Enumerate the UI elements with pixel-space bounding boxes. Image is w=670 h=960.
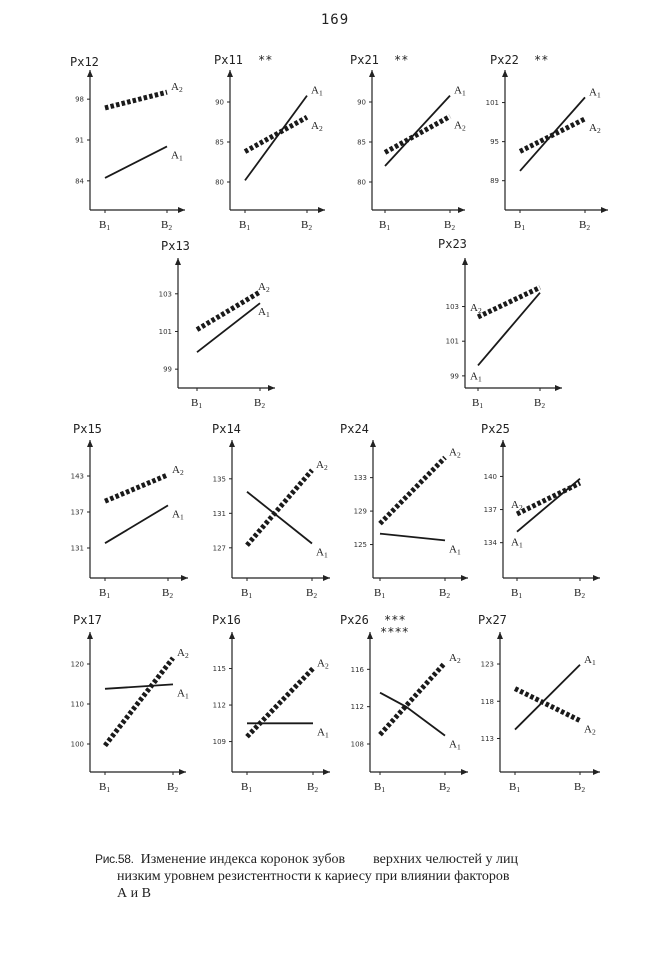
series-line-a1 <box>105 146 167 178</box>
y-tick-label: 112 <box>350 703 364 712</box>
significance-stars-px22: ** <box>534 53 549 67</box>
y-tick-label: 112 <box>212 701 226 710</box>
y-tick-label: 109 <box>212 738 226 747</box>
series-label-a2: A2 <box>584 723 596 737</box>
y-tick-label: 80 <box>357 178 366 187</box>
x-tick-label-b1: B1 <box>511 587 523 600</box>
series-label-a1: A1 <box>589 86 601 100</box>
x-axis-arrow-icon <box>601 207 608 213</box>
x-axis-arrow-icon <box>461 575 468 581</box>
y-tick-label: 103 <box>445 303 459 312</box>
series-label-a1: A1 <box>258 306 270 320</box>
caption-line-1: Изменение индекса коронок зубов верхних челюстей у лиц <box>140 852 519 867</box>
series-line-a2 <box>520 119 585 152</box>
panel-title-px13: Px13 <box>161 239 190 253</box>
y-tick-label: 134 <box>483 539 497 548</box>
x-tick-label-b2: B2 <box>307 781 319 794</box>
series-label-a1: A1 <box>470 370 482 384</box>
y-tick-label: 101 <box>485 99 499 108</box>
y-tick-label: 89 <box>490 177 499 186</box>
series-label-a2: A2 <box>172 463 184 477</box>
panel-px16 <box>212 613 330 794</box>
y-tick-label: 98 <box>75 95 84 104</box>
series-line-a2 <box>380 458 445 524</box>
significance-stars-px21: ** <box>394 53 409 67</box>
y-tick-label: 80 <box>215 178 224 187</box>
series-label-a1: A1 <box>449 738 461 752</box>
panel-title-px16: Px16 <box>212 613 241 627</box>
series-label-a2: A2 <box>589 121 601 135</box>
series-line-a2 <box>247 470 312 545</box>
series-label-a1: A1 <box>172 508 184 522</box>
x-axis-arrow-icon <box>318 207 325 213</box>
x-tick-label-b2: B2 <box>444 219 456 232</box>
panel-title-px26: Px26 <box>340 613 369 627</box>
panel-px25 <box>481 422 600 600</box>
series-line-a2 <box>105 658 173 746</box>
x-tick-label-b1: B1 <box>241 587 253 600</box>
series-line-a1 <box>105 684 173 688</box>
y-tick-label: 90 <box>357 98 366 107</box>
series-label-a1: A1 <box>177 687 189 701</box>
y-tick-label: 116 <box>350 665 364 674</box>
panel-title-px12: Px12 <box>70 55 99 69</box>
panel-title-px23: Px23 <box>438 237 467 251</box>
x-tick-label-b2: B2 <box>161 219 173 232</box>
series-line-a2 <box>105 92 167 108</box>
y-axis-arrow-icon <box>502 70 508 77</box>
panel-title-px21: Px21 <box>350 53 379 67</box>
significance-stars-px26: *** <box>384 613 406 627</box>
y-tick-label: 103 <box>158 290 172 299</box>
panel-px12 <box>70 55 185 232</box>
x-tick-label-b2: B2 <box>534 397 546 410</box>
series-line-a2 <box>245 117 307 151</box>
x-tick-label-b1: B1 <box>99 781 111 794</box>
y-tick-label: 91 <box>75 136 84 145</box>
y-tick-label: 113 <box>480 734 494 743</box>
y-axis-arrow-icon <box>175 258 181 265</box>
caption-label: Рис.58. <box>95 852 134 866</box>
panel-px15 <box>71 422 188 600</box>
series-line-a1 <box>385 96 450 166</box>
panel-px26 <box>340 613 468 794</box>
y-tick-label: 123 <box>480 660 494 669</box>
panel-px24 <box>340 422 468 600</box>
panel-px14 <box>212 422 330 600</box>
significance-stars-2-px26: **** <box>380 625 409 639</box>
panel-title-px17: Px17 <box>73 613 102 627</box>
y-tick-label: 99 <box>163 365 172 374</box>
y-axis-arrow-icon <box>229 632 235 639</box>
y-tick-label: 101 <box>445 337 459 346</box>
y-tick-label: 108 <box>350 740 364 749</box>
y-tick-label: 135 <box>212 475 226 484</box>
y-axis-arrow-icon <box>87 440 93 447</box>
series-line-a1 <box>380 534 445 541</box>
x-tick-label-b1: B1 <box>239 219 251 232</box>
x-tick-label-b2: B2 <box>167 781 179 794</box>
x-axis-arrow-icon <box>458 207 465 213</box>
caption-line-3: А и В <box>117 886 151 901</box>
x-axis-arrow-icon <box>179 769 186 775</box>
panel-title-px27: Px27 <box>478 613 507 627</box>
panel-px11 <box>214 53 325 232</box>
series-label-a1: A1 <box>171 149 183 163</box>
x-tick-label-b1: B1 <box>472 397 484 410</box>
page-number: 169 <box>320 12 350 28</box>
y-axis-arrow-icon <box>497 632 503 639</box>
series-line-a1 <box>515 665 580 730</box>
y-tick-label: 127 <box>212 544 226 553</box>
panel-title-px24: Px24 <box>340 422 369 436</box>
series-label-a1: A1 <box>454 84 466 98</box>
y-axis-arrow-icon <box>229 440 235 447</box>
y-tick-label: 131 <box>70 544 84 553</box>
series-line-a2 <box>385 116 450 152</box>
series-label-a1: A1 <box>316 546 328 560</box>
y-axis-arrow-icon <box>462 258 468 265</box>
series-label-a2: A2 <box>171 81 183 95</box>
y-tick-label: 85 <box>215 138 224 147</box>
series-line-a1 <box>245 96 307 181</box>
y-tick-label: 95 <box>490 138 499 147</box>
series-label-a2: A2 <box>258 280 270 294</box>
x-tick-label-b2: B2 <box>162 587 174 600</box>
figure-caption <box>95 851 655 902</box>
y-axis-arrow-icon <box>227 70 233 77</box>
x-tick-label-b1: B1 <box>379 219 391 232</box>
y-axis-arrow-icon <box>367 632 373 639</box>
y-tick-label: 85 <box>357 138 366 147</box>
y-tick-label: 100 <box>70 740 84 749</box>
x-tick-label-b2: B2 <box>254 397 266 410</box>
y-tick-label: 115 <box>212 665 226 674</box>
caption-line-2: низким уровнем резистентности к кариесу при влиянии факторов <box>117 869 510 884</box>
y-tick-label: 101 <box>158 327 172 336</box>
series-line-a2 <box>515 689 580 721</box>
series-label-a2: A2 <box>449 446 461 460</box>
x-tick-label-b1: B1 <box>99 219 111 232</box>
x-axis-arrow-icon <box>323 769 330 775</box>
y-axis-arrow-icon <box>87 632 93 639</box>
series-line-a2 <box>105 475 168 501</box>
series-label-a2: A2 <box>454 119 466 133</box>
panel-px17 <box>71 613 189 794</box>
y-tick-label: 118 <box>480 697 494 706</box>
x-axis-arrow-icon <box>593 575 600 581</box>
x-tick-label-b1: B1 <box>99 587 111 600</box>
series-label-a1: A1 <box>511 536 523 550</box>
series-line-a1 <box>478 293 540 366</box>
panel-title-px22: Px22 <box>490 53 519 67</box>
x-tick-label-b2: B2 <box>306 587 318 600</box>
series-label-a2: A2 <box>449 651 461 665</box>
y-axis-arrow-icon <box>369 70 375 77</box>
x-axis-arrow-icon <box>178 207 185 213</box>
y-axis-arrow-icon <box>370 440 376 447</box>
y-tick-label: 110 <box>70 700 84 709</box>
y-tick-label: 84 <box>75 177 84 186</box>
x-tick-label-b1: B1 <box>374 587 386 600</box>
x-tick-label-b2: B2 <box>439 781 451 794</box>
series-label-a1: A1 <box>317 726 329 740</box>
x-axis-arrow-icon <box>461 769 468 775</box>
x-tick-label-b1: B1 <box>514 219 526 232</box>
x-axis-arrow-icon <box>555 385 562 391</box>
x-axis-arrow-icon <box>268 385 275 391</box>
x-axis-arrow-icon <box>593 769 600 775</box>
series-label-a1: A1 <box>584 653 596 667</box>
y-tick-label: 131 <box>212 509 226 518</box>
panel-title-px14: Px14 <box>212 422 241 436</box>
x-tick-label-b1: B1 <box>509 781 521 794</box>
x-axis-arrow-icon <box>323 575 330 581</box>
panel-px23 <box>438 237 562 410</box>
panel-px22 <box>486 53 608 232</box>
x-tick-label-b2: B2 <box>301 219 313 232</box>
series-line-a2 <box>247 669 313 737</box>
x-tick-label-b1: B1 <box>374 781 386 794</box>
x-axis-arrow-icon <box>181 575 188 581</box>
y-tick-label: 120 <box>70 660 84 669</box>
panel-px21 <box>350 53 466 232</box>
x-tick-label-b1: B1 <box>191 397 203 410</box>
series-label-a1: A1 <box>449 543 461 557</box>
y-tick-label: 99 <box>450 372 459 381</box>
x-tick-label-b2: B2 <box>574 587 586 600</box>
y-tick-label: 129 <box>353 507 367 516</box>
series-line-a2 <box>517 483 580 514</box>
y-tick-label: 125 <box>353 541 367 550</box>
series-label-a2: A2 <box>316 459 328 473</box>
y-axis-arrow-icon <box>500 440 506 447</box>
significance-stars-px11: ** <box>258 53 273 67</box>
series-label-a2: A2 <box>317 657 329 671</box>
panel-title-px15: Px15 <box>73 422 102 436</box>
y-tick-label: 137 <box>70 508 84 517</box>
y-tick-label: 137 <box>483 506 497 515</box>
y-axis-arrow-icon <box>87 70 93 77</box>
series-line-a1 <box>105 505 168 543</box>
y-tick-label: 90 <box>215 98 224 107</box>
panel-px13 <box>159 239 275 410</box>
series-label-a1: A1 <box>311 84 323 98</box>
x-tick-label-b2: B2 <box>574 781 586 794</box>
y-tick-label: 133 <box>353 474 367 483</box>
series-label-a2: A2 <box>311 120 323 134</box>
panel-px27 <box>478 613 600 794</box>
y-tick-label: 143 <box>70 472 84 481</box>
x-tick-label-b2: B2 <box>579 219 591 232</box>
x-tick-label-b1: B1 <box>241 781 253 794</box>
series-label-a2: A2 <box>177 647 189 660</box>
x-tick-label-b2: B2 <box>439 587 451 600</box>
panel-title-px11: Px11 <box>214 53 243 67</box>
series-label-a2: A2 <box>470 301 482 315</box>
y-tick-label: 140 <box>483 472 497 481</box>
series-label-a2: A2 <box>511 498 523 512</box>
panel-title-px25: Px25 <box>481 422 510 436</box>
